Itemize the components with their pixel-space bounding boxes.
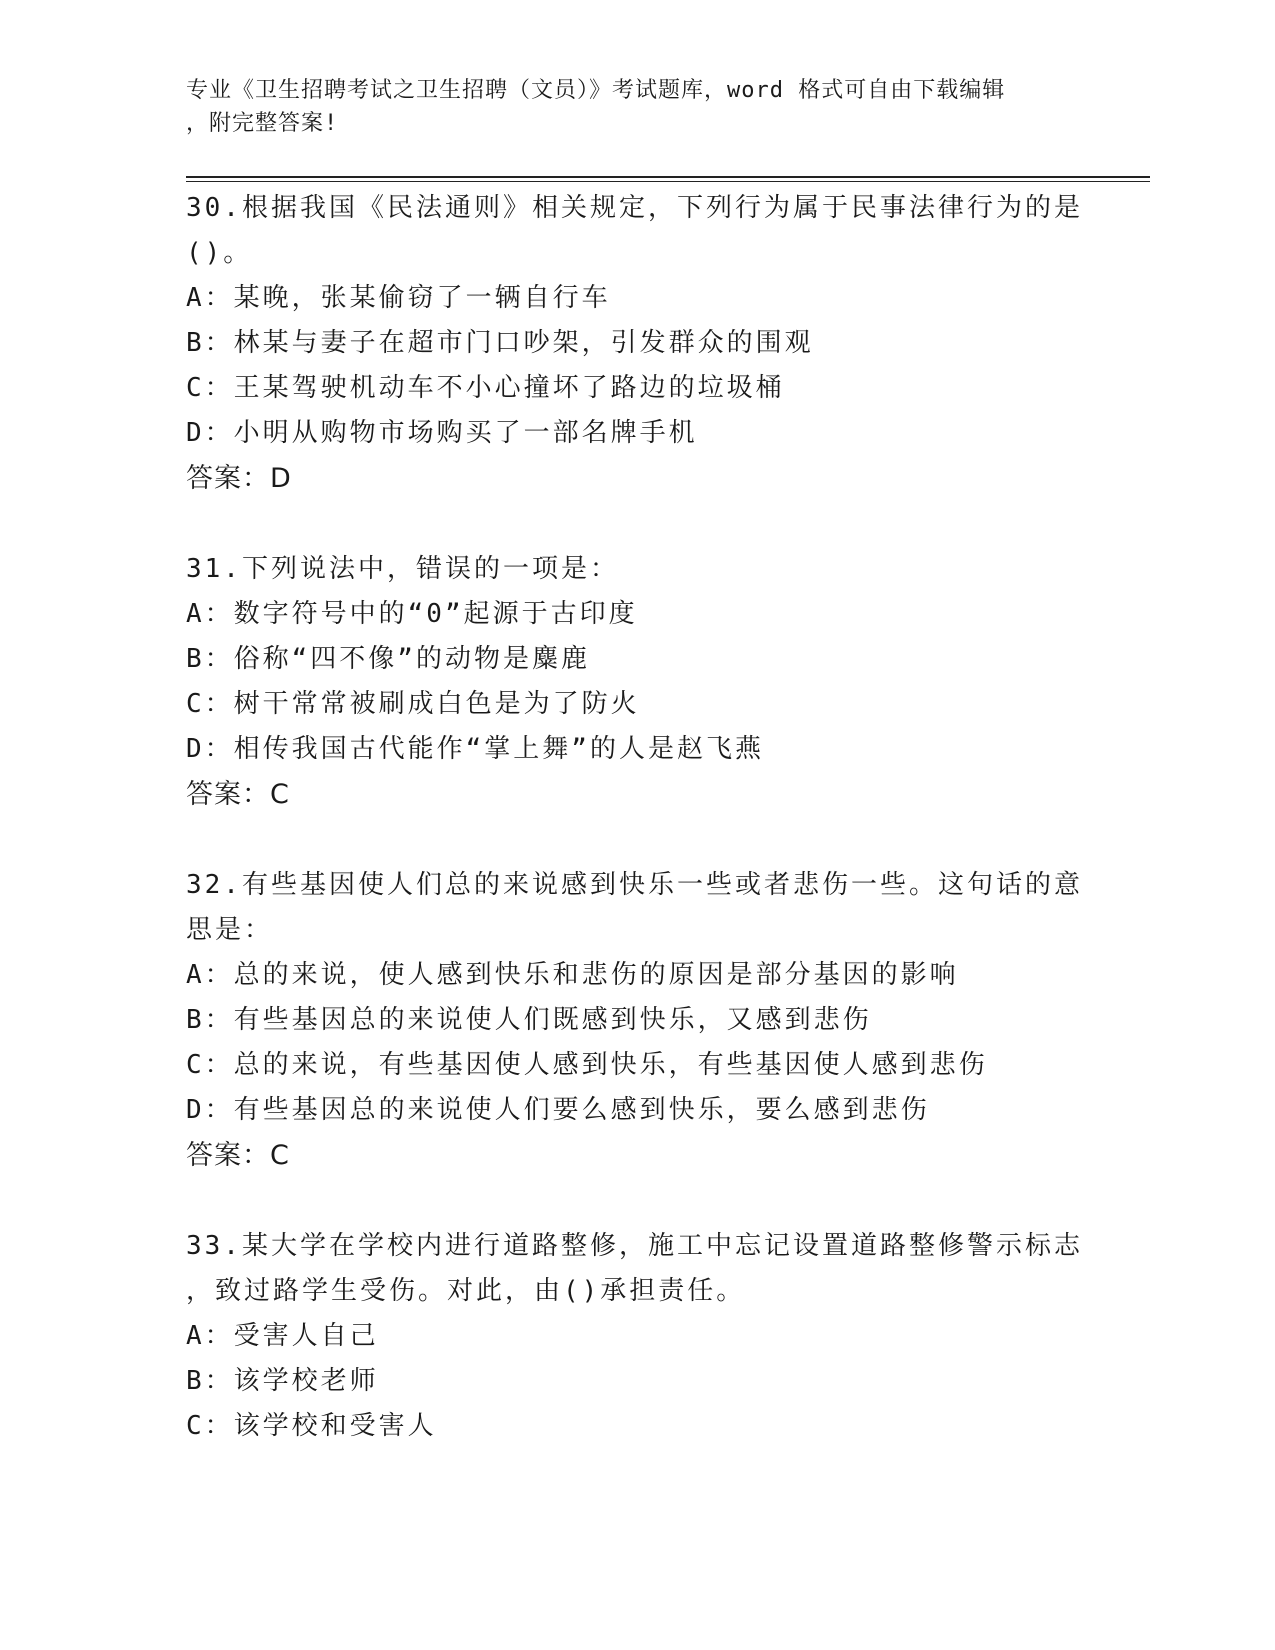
question-31 — [186, 547, 1086, 817]
question-32 — [186, 863, 1086, 1178]
document-header — [186, 74, 1066, 140]
question-list — [186, 186, 1086, 1495]
question-stem-line: 30.根据我国《民法通则》相关规定，下列行为属于民事法律行为的是 — [186, 193, 1083, 223]
question-stem-line: 32.有些基因使人们总的来说感到快乐一些或者悲伤一些。这句话的意 — [186, 870, 1083, 900]
question-stem-line: ，致过路学生受伤。对此，由()承担责任。 — [186, 1276, 746, 1306]
option-b: B：林某与妻子在超市门口吵架，引发群众的围观 — [186, 328, 814, 358]
question-stem-line: ()。 — [186, 238, 253, 268]
option-a: A：受害人自己 — [186, 1321, 379, 1351]
option-b: B：有些基因总的来说使人们既感到快乐，又感到悲伤 — [186, 1005, 872, 1035]
option-d: D：有些基因总的来说使人们要么感到快乐，要么感到悲伤 — [186, 1095, 930, 1125]
header-divider-thick — [186, 176, 1150, 178]
header-divider-thin — [186, 181, 1150, 182]
option-d: D：相传我国古代能作“掌上舞”的人是赵飞燕 — [186, 734, 764, 764]
option-c: C：王某驾驶机动车不小心撞坏了路边的垃圾桶 — [186, 373, 785, 403]
question-stem-line: 33.某大学在学校内进行道路整修，施工中忘记设置道路整修警示标志 — [186, 1231, 1083, 1261]
option-c: C：树干常常被刷成白色是为了防火 — [186, 689, 640, 719]
answer-line: 答案：C — [186, 1140, 290, 1171]
option-a: A：总的来说，使人感到快乐和悲伤的原因是部分基因的影响 — [186, 960, 959, 990]
header-line-2: ，附完整答案! — [186, 111, 339, 136]
option-d: D：小明从购物市场购买了一部名牌手机 — [186, 418, 698, 448]
answer-line: 答案：C — [186, 779, 290, 810]
question-stem-line: 思是： — [186, 915, 274, 945]
option-a: A：某晚，张某偷窃了一辆自行车 — [186, 283, 611, 313]
option-b: B：俗称“四不像”的动物是麋鹿 — [186, 644, 590, 674]
question-33 — [186, 1224, 1086, 1449]
question-stem-line: 31.下列说法中，错误的一项是： — [186, 554, 619, 584]
option-c: C：总的来说，有些基因使人感到快乐，有些基因使人感到悲伤 — [186, 1050, 988, 1080]
header-line-1: 专业《卫生招聘考试之卫生招聘（文员）》考试题库，word 格式可自由下载编辑 — [186, 78, 1006, 103]
option-b: B：该学校老师 — [186, 1366, 379, 1396]
answer-line: 答案：D — [186, 463, 292, 494]
question-30 — [186, 186, 1086, 501]
option-a: A：数字符号中的“0”起源于古印度 — [186, 599, 638, 629]
option-c: C：该学校和受害人 — [186, 1411, 437, 1441]
